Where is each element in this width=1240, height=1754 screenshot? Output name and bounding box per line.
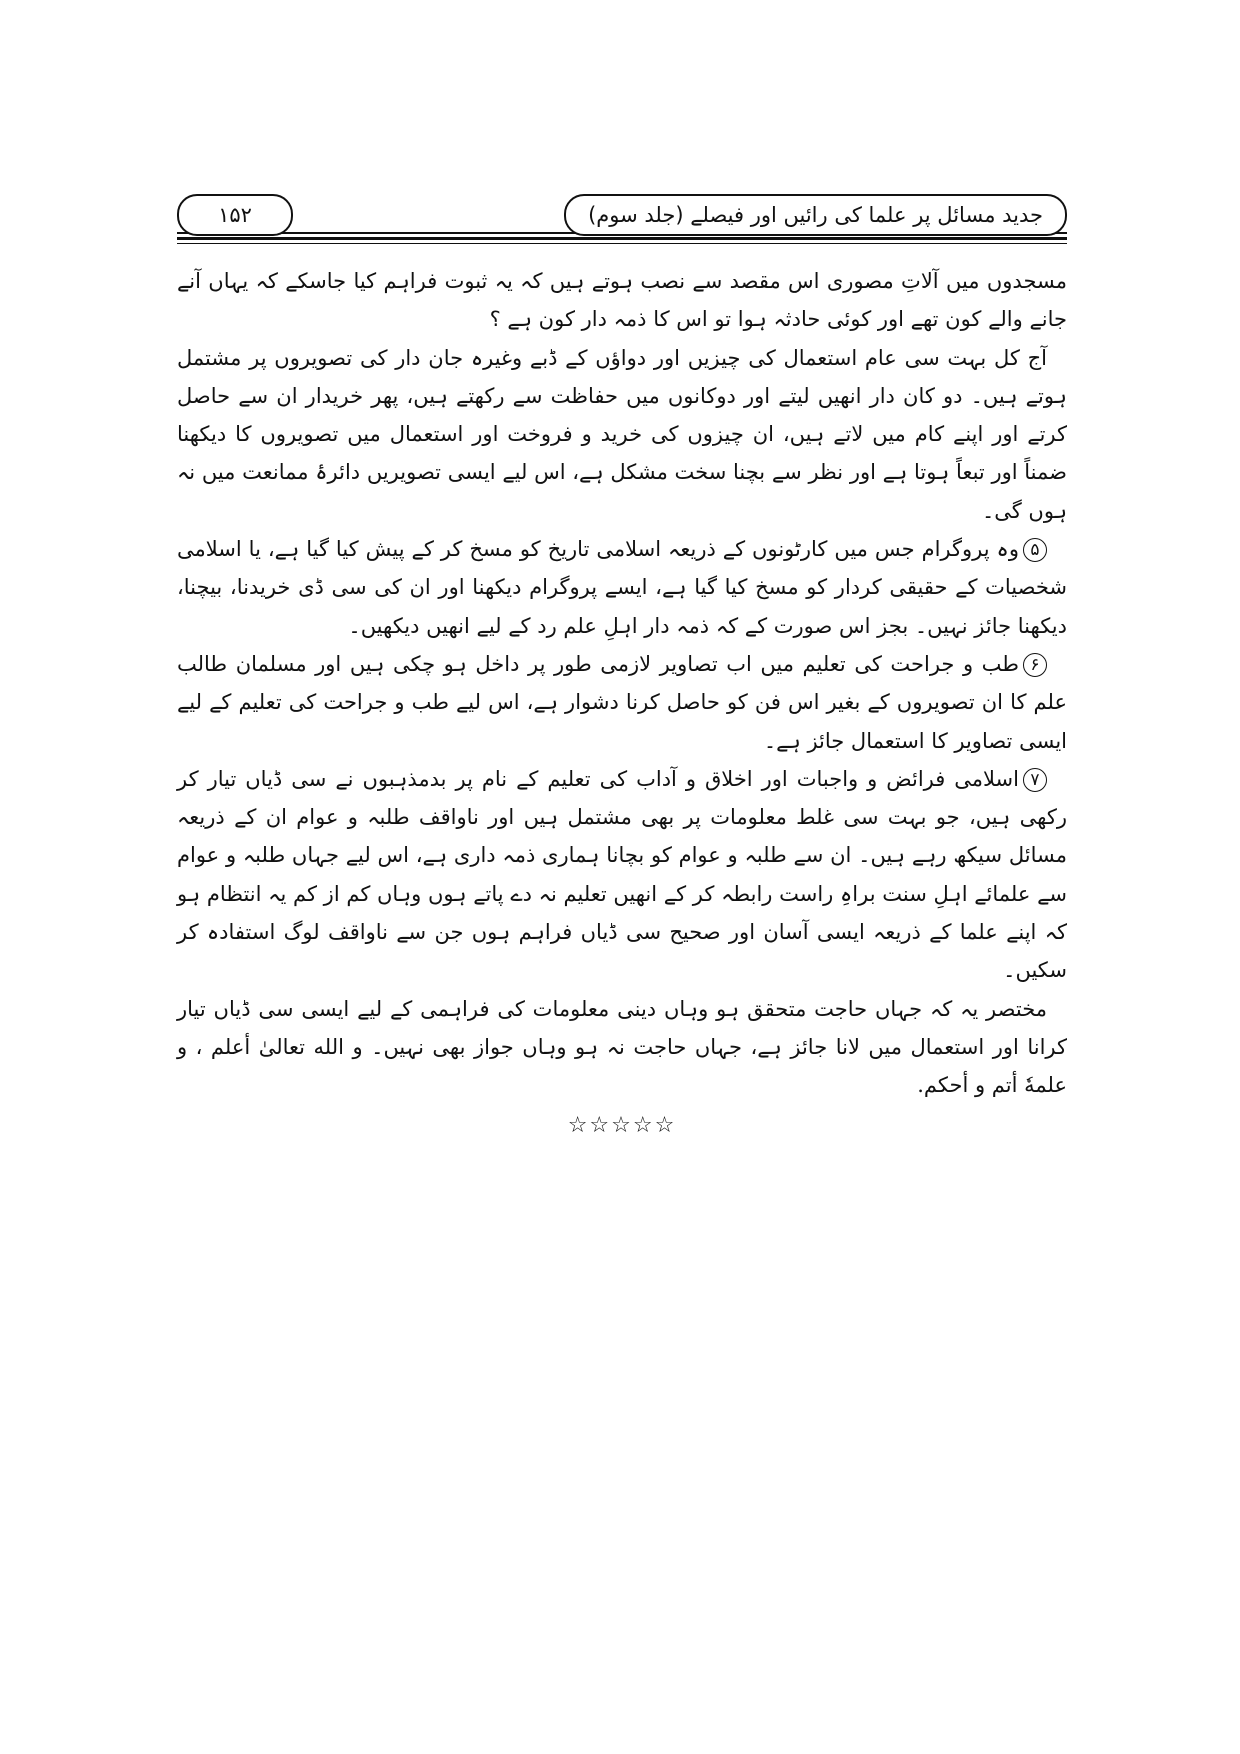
body-text (177, 262, 1067, 1145)
item-number: ۶ (1023, 653, 1047, 677)
page-number: ۱۵۲ (177, 194, 293, 236)
section-end-stars: ☆☆☆☆☆ (567, 1112, 677, 1138)
item-text: اسلامی فرائض و واجبات اور اخلاق و آداب کی تعلیم کے نام پر بدمذہبوں نے سی ڈیاں تیار کر رکھی ہیں، جو بہت سی غلط معلومات پر بھی مشتمل ہیں اور ناواقف طلبہ و عوام ان کے ذریعہ مسائل سیکھ رہے ہیں۔ ان سے طلبہ و عوام کو بچانا ہماری ذمہ داری ہے، اس لیے جہاں طلبہ و عوام سے علمائے اہلِ سنت براہِ راست رابطہ کر کے انھیں تعلیم نہ دے پاتے ہوں وہاں کم از کم یہ انتظام ہو کہ اپنے علما کے ذریعہ ایسی آسان اور صحیح سی ڈیاں فراہم ہوں جن سے ناواقف لوگ استفادہ کر سکیں۔ (177, 766, 1067, 983)
numbered-item (177, 530, 1067, 645)
item-number: ۷ (1023, 768, 1047, 792)
header-rule (177, 243, 1067, 244)
conclusion-text: مختصر یہ کہ جہاں حاجت متحقق ہو وہاں دینی معلومات کی فراہمی کے لیے ایسی سی ڈیاں تیار کرانا اور استعمال میں لانا جائز ہے، جہاں حاجت نہ ہو وہاں جواز بھی نہیں۔ (177, 996, 1067, 1059)
numbered-item (177, 645, 1067, 760)
book-title: جدید مسائل پر علما کی رائیں اور فیصلے (جلد سوم) (564, 194, 1067, 236)
item-text: طب و جراحت کی تعلیم میں اب تصاویر لازمی طور پر داخل ہو چکی ہیں اور مسلمان طالب علم کا ان تصویروں کے بغیر اس فن کو حاصل کرنا دشوار ہے، اس لیے طب و جراحت کی تعلیم کے لیے ایسی تصاویر کا استعمال جائز ہے۔ (177, 651, 1067, 753)
closing-arabic: و الله تعالىٰ أعلم ، و علمهٗ أتم و أحكم. (177, 1034, 1067, 1098)
item-text: وہ پروگرام جس میں کارٹونوں کے ذریعہ اسلامی تاریخ کو مسخ کر کے پیش کیا گیا ہے، یا اسلامی شخصیات کے حقیقی کردار کو مسخ کیا گیا ہے، ایسے پروگرام دیکھنا اور ان کی سی ڈی خریدنا، بیچنا، دیکھنا جائز نہیں۔ بجز اس صورت کے کہ ذمہ دار اہلِ علم رد کے لیے انھیں دیکھیں۔ (177, 537, 1067, 638)
page-header (177, 182, 1067, 262)
conclusion-paragraph (177, 990, 1067, 1105)
paragraph: آج کل بہت سی عام استعمال کی چیزیں اور دواؤں کے ڈبے وغیرہ جان دار کی تصویروں پر مشتمل ہوتے ہیں۔ دو کان دار انھیں لیتے اور دوکانوں میں حفاظت سے رکھتے ہیں، پھر خریدار ان سے حاصل کرتے اور اپنے کام میں لاتے ہیں، ان چیزوں کی خرید و فروخت اور استعمال میں تصویروں کا دیکھنا ضمناً اور تبعاً ہوتا ہے اور نظر سے بچنا سخت مشکل ہے، اس لیے ایسی تصویریں دائرۂ ممانعت میں نہ ہوں گی۔ (177, 345, 1067, 523)
item-number: ۵ (1023, 538, 1047, 562)
header-rule (177, 237, 1067, 240)
numbered-item (177, 760, 1067, 990)
paragraph: مسجدوں میں آلاتِ مصوری اس مقصد سے نصب ہوتے ہیں کہ یہ ثبوت فراہم کیا جاسکے کہ یہاں آنے جانے والے کون تھے اور کوئی حادثہ ہوا تو اس کا ذمہ دار کون ہے ؟ (177, 269, 1067, 332)
